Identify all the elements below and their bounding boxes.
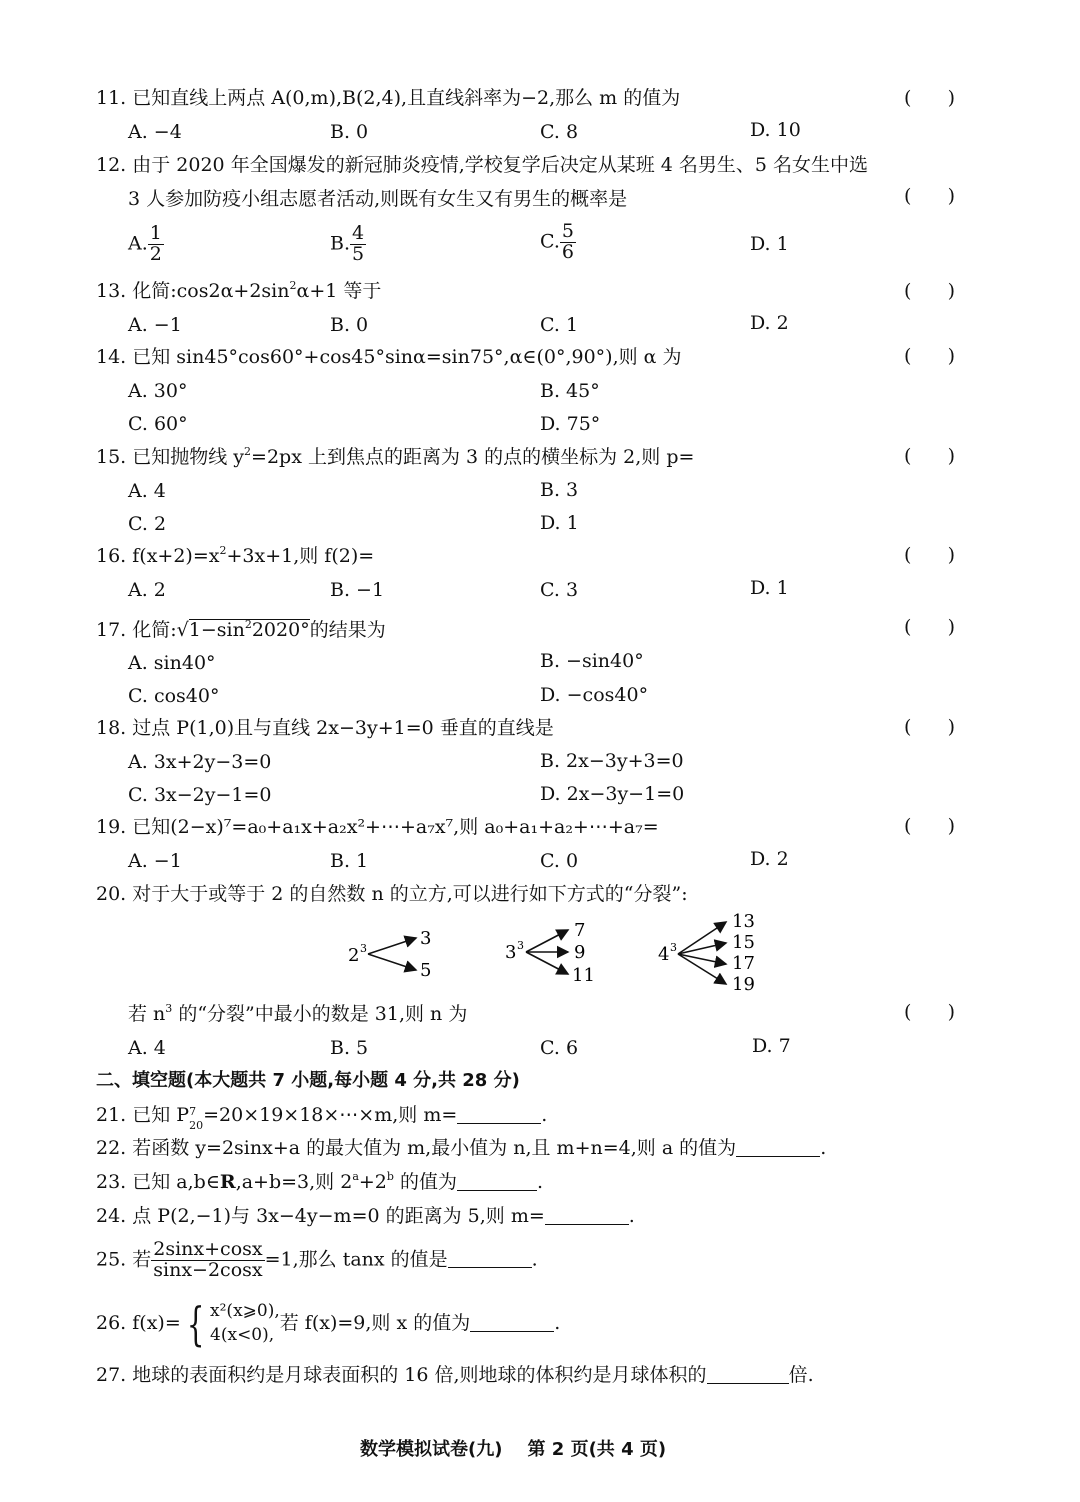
q13-stem-sup: 2 xyxy=(289,279,297,292)
q21-stem-sup: 7 xyxy=(189,1105,197,1118)
q20-split-part: 9 xyxy=(574,942,586,963)
q21-stem-part1: 21. 已知 P xyxy=(96,1104,190,1126)
q20-arrow xyxy=(526,930,568,952)
q13-option-a: A. −1 xyxy=(128,314,182,336)
q18-answer-paren: ( ) xyxy=(904,716,956,738)
q21-stem-sub: 20 xyxy=(189,1119,204,1132)
q24-end: . xyxy=(628,1205,635,1227)
q11-option-a: A. −4 xyxy=(128,121,182,143)
q20-stem2-sup: 3 xyxy=(165,1002,173,1015)
q12-option-b-label: B. xyxy=(330,232,351,255)
q20-split-part: 19 xyxy=(732,974,755,995)
q15-stem-part1: 15. 已知抛物线 y xyxy=(96,446,245,468)
q20-split-part: 13 xyxy=(732,911,755,932)
q12-answer-paren: ( ) xyxy=(904,185,956,207)
q20-arrow xyxy=(526,952,568,974)
q15-stem xyxy=(96,445,695,468)
q23-stem xyxy=(96,1170,544,1193)
q23-stem-part2: ,a+b=3,则 2 xyxy=(235,1171,353,1193)
q25-suffix: =1,那么 tanx 的值是 xyxy=(264,1248,448,1271)
q26-stem xyxy=(96,1296,561,1351)
q11-option-d: D. 10 xyxy=(750,119,801,141)
q20-option-a: A. 4 xyxy=(128,1037,166,1059)
q18-stem: 18. 过点 P(1,0)且与直线 2x−3y+1=0 垂直的直线是 xyxy=(96,717,554,739)
q17-stem-part1: 17. 化简:√ xyxy=(96,619,189,641)
q18-option-b: B. 2x−3y+3=0 xyxy=(540,750,684,772)
q16-option-b: B. −1 xyxy=(330,579,385,601)
q13-stem xyxy=(96,279,382,302)
q20-split-part: 15 xyxy=(732,932,755,953)
q13-stem-part2: α+1 等于 xyxy=(296,280,382,302)
q20-split-exp-2: 3 xyxy=(360,942,367,955)
q17-option-a: A. sin40° xyxy=(128,652,216,674)
q16-stem xyxy=(96,544,375,567)
q12-stem-line2: 3 人参加防疫小组志愿者活动,则既有女生又有男生的概率是 xyxy=(128,188,628,210)
q14-option-c: C. 60° xyxy=(128,413,188,435)
q26-case1: x²(x⩾0), xyxy=(210,1301,280,1321)
q26-prefix: 26. f(x)= xyxy=(96,1311,181,1334)
q18-option-d: D. 2x−3y−1=0 xyxy=(540,783,685,805)
q20-split-base-4: 4 xyxy=(658,944,670,965)
q12-option-b-fraction xyxy=(350,224,366,265)
q21-stem xyxy=(96,1104,548,1132)
q20-stem-line2 xyxy=(128,1002,468,1025)
q21-answer-blank[interactable] xyxy=(457,1107,541,1124)
q21-stem-part2: =20×19×18×⋯×m,则 m= xyxy=(203,1104,458,1126)
q20-split-part: 5 xyxy=(420,960,432,981)
q17-answer-paren: ( ) xyxy=(904,616,956,638)
q23-stem-part3: +2 xyxy=(358,1171,387,1193)
q22-stem xyxy=(96,1139,826,1158)
q26-brace: { xyxy=(186,1296,205,1351)
q18-option-c: C. 3x−2y−1=0 xyxy=(128,784,272,806)
q20-stem: 20. 对于大于或等于 2 的自然数 n 的立方,可以进行如下方式的“分裂”: xyxy=(96,883,688,905)
q22-answer-blank[interactable] xyxy=(736,1140,820,1157)
q20-split-part: 7 xyxy=(574,920,586,941)
q27-stem-text: 27. 地球的表面积约是月球表面积的 16 倍,则地球的体积约是月球体积的 xyxy=(96,1364,707,1386)
q16-option-d: D. 1 xyxy=(750,577,789,599)
q12-option-b xyxy=(330,224,366,265)
q12-option-c-denominator: 6 xyxy=(561,240,574,263)
q15-option-b: B. 3 xyxy=(540,479,579,501)
q20-stem2-part1: 若 n xyxy=(128,1003,166,1025)
q13-option-b: B. 0 xyxy=(330,314,369,336)
q24-stem-text: 24. 点 P(2,−1)与 3x−4y−m=0 的距离为 5,则 m= xyxy=(96,1205,545,1227)
q25-denominator: sinx−2cosx xyxy=(153,1258,263,1281)
q12-option-b-denominator: 5 xyxy=(352,242,365,265)
q26-suffix: 若 f(x)=9,则 x 的值为 xyxy=(279,1311,471,1334)
q20-split-exp-4: 3 xyxy=(670,941,677,954)
q17-radicand xyxy=(189,619,310,640)
q16-option-c: C. 3 xyxy=(540,579,579,601)
q19-option-b: B. 1 xyxy=(330,850,369,872)
q17-stem-part2: 的结果为 xyxy=(309,619,386,641)
q26-end: . xyxy=(554,1311,561,1334)
q15-stem-sup: 2 xyxy=(244,445,252,458)
q20-arrow xyxy=(368,954,416,970)
q17-radicand-part2: 2020° xyxy=(251,619,310,641)
q21-perm-indices xyxy=(189,1105,204,1132)
q19-option-a: A. −1 xyxy=(128,850,182,872)
q23-end: . xyxy=(537,1171,544,1193)
q27-answer-blank[interactable] xyxy=(707,1367,789,1384)
q23-real-set: R xyxy=(219,1171,236,1193)
q20-stem2-part2: 的“分裂”中最小的数是 31,则 n 为 xyxy=(172,1003,468,1025)
q14-option-d: D. 75° xyxy=(540,413,601,435)
q25-fraction xyxy=(151,1240,264,1281)
q13-answer-paren: ( ) xyxy=(904,280,956,302)
q25-end: . xyxy=(531,1248,538,1271)
q17-option-b: B. −sin40° xyxy=(540,650,644,672)
q16-stem-part1: 16. f(x+2)=x xyxy=(96,545,220,567)
q18-option-a: A. 3x+2y−3=0 xyxy=(128,751,272,773)
q12-option-b-numerator: 4 xyxy=(352,222,365,244)
q17-radicand-sup: 2 xyxy=(244,618,252,631)
q27-end: 倍. xyxy=(788,1364,814,1386)
q12-option-c-fraction xyxy=(560,222,576,263)
q11-stem: 11. 已知直线上两点 A(0,m),B(2,4),且直线斜率为−2,那么 m 的值为 xyxy=(96,87,681,109)
q17-option-c: C. cos40° xyxy=(128,685,220,707)
q15-stem-part2: =2px 上到焦点的距离为 3 的点的横坐标为 2,则 p= xyxy=(251,446,695,468)
q16-option-a: A. 2 xyxy=(128,579,166,601)
q14-answer-paren: ( ) xyxy=(904,345,956,367)
q12-option-c xyxy=(540,222,576,263)
q22-end: . xyxy=(820,1137,827,1159)
q24-answer-blank[interactable] xyxy=(545,1208,629,1225)
q19-option-c: C. 0 xyxy=(540,850,579,872)
q27-stem xyxy=(96,1366,814,1385)
q14-stem: 14. 已知 sin45°cos60°+cos45°sinα=sin75°,α∈(0°,90°),则 α 为 xyxy=(96,346,682,368)
q26-case2: 4(x<0), xyxy=(210,1324,275,1345)
q25-numerator: 2sinx+cosx xyxy=(153,1238,263,1260)
q17-option-d: D. −cos40° xyxy=(540,684,649,706)
q20-split-base-2: 2 xyxy=(348,945,360,966)
q14-option-a: A. 30° xyxy=(128,380,188,402)
q12-option-c-label: C. xyxy=(540,230,560,253)
q12-option-a xyxy=(128,224,164,265)
q15-option-a: A. 4 xyxy=(128,480,166,502)
q11-answer-paren: ( ) xyxy=(904,87,956,109)
q17-stem xyxy=(96,619,386,640)
q12-option-a-denominator: 2 xyxy=(149,242,162,265)
q25-answer-blank[interactable] xyxy=(448,1251,532,1268)
q15-option-c: C. 2 xyxy=(128,513,167,535)
q20-split-part: 11 xyxy=(572,965,595,986)
q20-split-diagram xyxy=(330,908,790,996)
q16-stem-part2: +3x+1,则 f(2)= xyxy=(226,545,375,567)
q12-option-d: D. 1 xyxy=(750,233,789,255)
q12-stem-line1: 12. 由于 2020 年全国爆发的新冠肺炎疫情,学校复学后决定从某班 4 名男生、5 名女生中选 xyxy=(96,154,869,176)
q23-sup-b: b xyxy=(386,1170,394,1183)
q15-answer-paren: ( ) xyxy=(904,445,956,467)
q12-option-c-numerator: 5 xyxy=(561,220,574,242)
q12-option-a-label: A. xyxy=(128,232,148,255)
q15-option-d: D. 1 xyxy=(540,512,579,534)
q16-stem-sup: 2 xyxy=(219,544,227,557)
q20-option-b: B. 5 xyxy=(330,1037,369,1059)
q16-answer-paren: ( ) xyxy=(904,544,956,566)
q24-stem xyxy=(96,1207,635,1226)
q12-option-a-numerator: 1 xyxy=(149,222,162,244)
q19-stem: 19. 已知(2−x)⁷=a₀+a₁x+a₂x²+⋯+a₇x⁷,则 a₀+a₁+a₂+⋯+a₇= xyxy=(96,816,659,838)
q20-option-c: C. 6 xyxy=(540,1037,579,1059)
q23-stem-part4: 的值为 xyxy=(393,1171,457,1193)
q14-option-b: B. 45° xyxy=(540,380,600,402)
q21-end: . xyxy=(541,1104,548,1126)
q22-stem-text: 22. 若函数 y=2sinx+a 的最大值为 m,最小值为 n,且 m+n=4,则 a 的值为 xyxy=(96,1137,737,1159)
q25-prefix: 25. 若 xyxy=(96,1248,152,1271)
q26-answer-blank[interactable] xyxy=(470,1315,554,1332)
q23-stem-part1: 23. 已知 a,b∈ xyxy=(96,1171,220,1193)
q20-split-exp-3: 3 xyxy=(517,939,524,952)
q26-cases xyxy=(210,1300,280,1348)
q13-stem-part1: 13. 化简:cos2α+2sin xyxy=(96,280,290,302)
q19-answer-paren: ( ) xyxy=(904,815,956,837)
q20-answer-paren: ( ) xyxy=(904,1001,956,1023)
q13-option-d: D. 2 xyxy=(750,312,789,334)
q20-split-part: 17 xyxy=(732,953,755,974)
q23-answer-blank[interactable] xyxy=(457,1174,537,1191)
q23-sup-a: a xyxy=(352,1170,359,1183)
q13-option-c: C. 1 xyxy=(540,314,579,336)
q20-split-base-3: 3 xyxy=(505,942,517,963)
q11-option-c: C. 8 xyxy=(540,121,579,143)
q20-split-part: 3 xyxy=(420,928,432,949)
section-fill-in-heading: 二、填空题(本大题共 7 小题,每小题 4 分,共 28 分) xyxy=(96,1070,520,1091)
q20-option-d: D. 7 xyxy=(752,1035,791,1057)
q12-option-a-fraction xyxy=(148,224,164,265)
q11-option-b: B. 0 xyxy=(330,121,369,143)
page-footer: 数学模拟试卷(九) 第 2 页(共 4 页) xyxy=(360,1439,667,1460)
q19-option-d: D. 2 xyxy=(750,848,789,870)
q20-arrow xyxy=(368,938,416,954)
q25-stem xyxy=(96,1240,538,1281)
q17-radicand-part1: 1−sin xyxy=(188,619,245,641)
